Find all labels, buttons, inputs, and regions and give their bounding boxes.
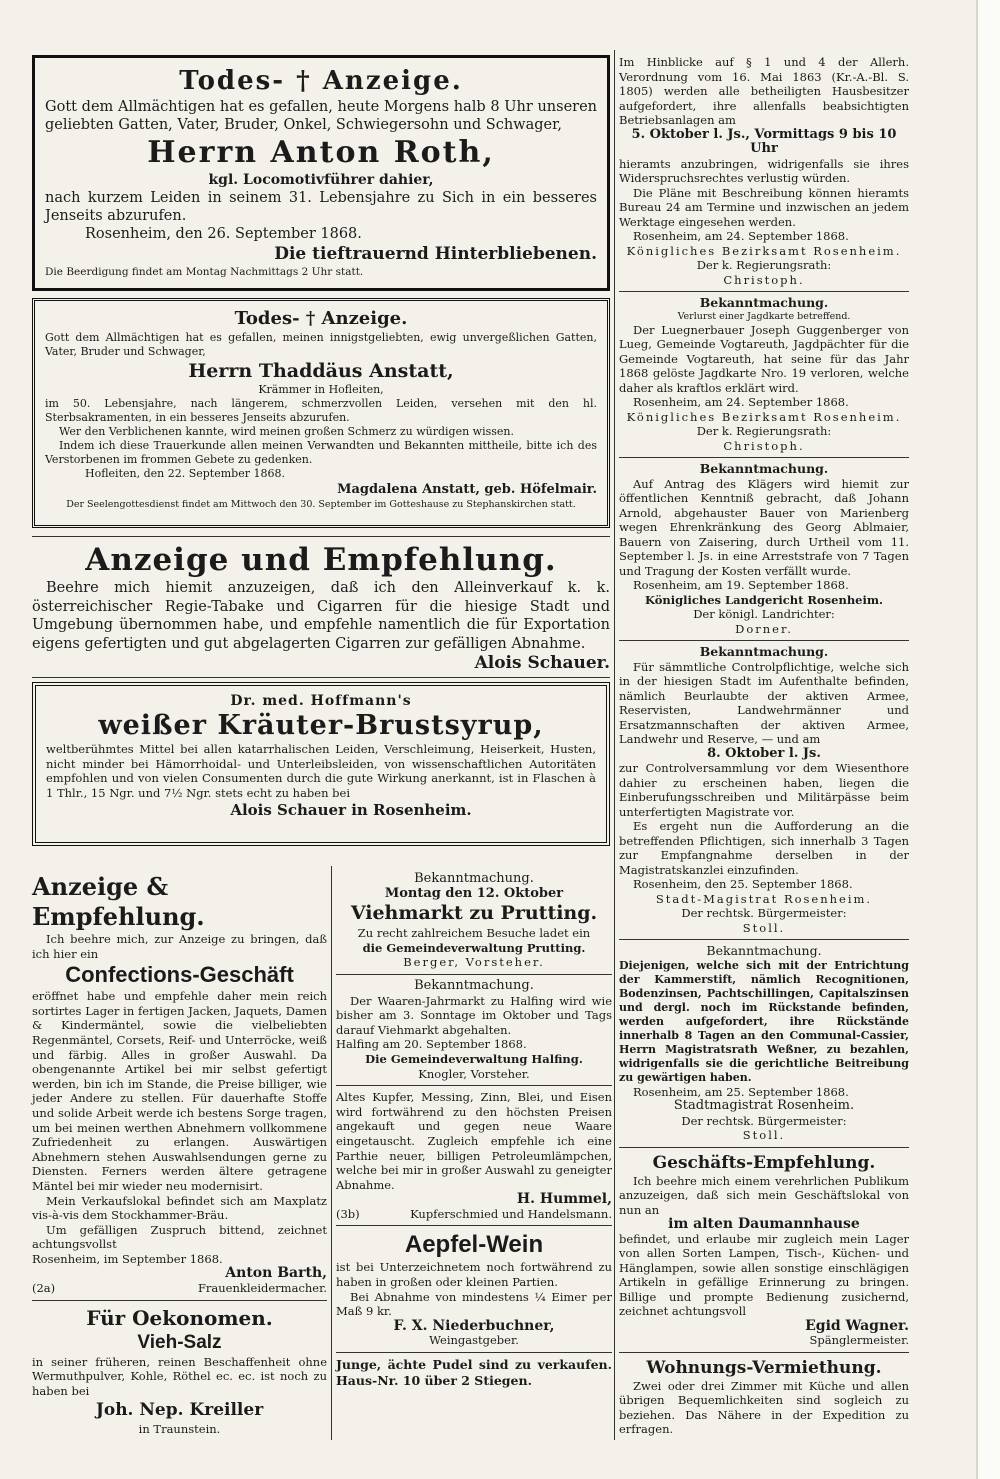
divider — [619, 640, 909, 641]
ad-bold: im alten Daumannhause — [668, 1216, 860, 1232]
ad-text: Beehre mich hiemit anzuzeigen, daß ich den Alleinverkauf k. k. österreichischer Regie-Tabake und Cigarren für die hiesige Stadt und Umgebung übernommen habe, und empfehle namentlich die für Exportation eigens gefertigten und gut abgelagerten Cigarren zur gefälligen Abnahme. — [32, 580, 610, 652]
right-column — [619, 55, 909, 1437]
divider — [619, 457, 909, 458]
notice-sig: Knogler, Vorsteher. — [418, 1066, 530, 1081]
divider — [32, 1300, 327, 1301]
notice-org: die Gemeindeverwaltung Prutting. — [362, 940, 586, 955]
notice-signature: Magdalena Anstatt, geb. Höfelmair. — [337, 482, 597, 497]
column-rule — [331, 866, 332, 1440]
ad-signature: Joh. Nep. Kreiller — [95, 1400, 264, 1421]
divider — [336, 1352, 612, 1353]
notice-text: zur Controlversammlung vor dem Wiesenthore dahier zu erscheinen haben, liegen die Einberufungsschreiben und Militärpässe beim unterfertigten Magistrate vor. — [619, 761, 909, 819]
ad-text: Ich beehre mich einem verehrlichen Publikum anzuzeigen, daß sich mein Geschäftslokal von nun an — [619, 1173, 909, 1217]
notice-sig: Berger, Vorsteher. — [403, 955, 545, 970]
ad-text: Mein Verkaufslokal befindet sich am Maxplatz vis-à-vis dem Stockhammer-Bräu. — [32, 1193, 327, 1223]
death-notice-roth — [32, 55, 610, 291]
ad-title: Anzeige & Empfehlung. — [32, 872, 205, 931]
notice-text: Indem ich diese Trauerkunde allen meinen Verwandten und Bekannten mittheile, bitte ich des Verstorbenen im frommen Gebete zu gedenken. — [45, 439, 597, 466]
deceased-role: Krämmer in Hofleiten, — [258, 383, 384, 396]
ad-text: in seiner früheren, reinen Beschaffenheit ohne Wermuthpulver, Kohle, Röthel ec. ec. ist noch zu haben bei — [32, 1354, 327, 1398]
divider — [336, 1225, 612, 1226]
notice-line: Montag den 12. Oktober — [384, 885, 564, 901]
notice-text: Es ergeht nun die Aufforderung an die betreffenden Pflichtigen, sich innerhalb 3 Tagen zur Empfangnahme derselben in der Magistratskanzlei einzufinden. — [619, 819, 909, 877]
notice-title: Todes- † Anzeige. — [234, 308, 408, 329]
deceased-name: Herrn Anton Roth, — [147, 135, 495, 170]
ad-text: Altes Kupfer, Messing, Zinn, Blei, und Eisen wird fortwährend zu den höchsten Preisen angekauft und gegen neue Waare eingetauscht. Zugleich empfehle ich eine Parthie neuer, billigen Petroleumlämpchen, welche bei mir in großer Auswahl zu geneigter Abnahme. — [336, 1090, 612, 1192]
notice-head: Bekanntmachung. — [699, 295, 829, 310]
notice-date: Rosenheim, den 26. September 1868. — [85, 226, 362, 242]
notice-org: Königliches Bezirksamt Rosenheim. — [626, 409, 902, 424]
notice-rank: Der rechtsk. Bürgermeister: — [681, 1113, 847, 1128]
ad-title: Wohnungs-Vermiethung. — [646, 1357, 882, 1378]
page-edge — [976, 0, 1000, 1479]
ad-subtitle: Kupferschmied und Handelsmann. — [410, 1206, 612, 1221]
ad-tag: (2a) — [32, 1281, 56, 1296]
notice-title: Viehmarkt zu Prutting. — [350, 902, 598, 925]
notice-text: hieramts anzubringen, widrigenfalls sie ihres Widerspruchsrechtes verlustig würden. — [619, 156, 909, 185]
ad-headline: Vieh-Salz — [137, 1331, 222, 1353]
notice-head: Bekanntmachung. — [414, 871, 534, 886]
notice-name: Christoph. — [723, 438, 805, 453]
ad-subtitle: Spänglermeister. — [809, 1333, 909, 1347]
deceased-role: kgl. Locomotivführer dahier, — [208, 172, 434, 188]
ad-signature: H. Hummel, — [516, 1191, 612, 1208]
notice-text: nach kurzem Leiden in seinem 31. Lebensjahre zu Sich in ein besseres Jenseits abzurufen. — [45, 190, 597, 224]
notice-org: Königliches Landgericht Rosenheim. — [644, 592, 884, 607]
ad-subtitle: Frauenkleidermacher. — [197, 1281, 327, 1296]
ad-text: befindet, und erlaube mir zugleich mein Lager von allen Sorten Lampen, Tisch-, Küchen- und Hänglampen, sowie allen sonstige einschlägigen Artikeln in gefällige Erinnerung zu bringen. Billige und prompte Bedienung zusichernd, zeichnet achtungsvoll — [619, 1231, 909, 1318]
ad-signature: Egid Wagner. — [805, 1317, 909, 1334]
notice-rank: Der rechtsk. Bürgermeister: — [681, 906, 847, 920]
ad-text: Ich beehre mich, zur Anzeige zu bringen, daß ich hier ein — [32, 932, 327, 961]
notice-name: Stoll. — [742, 920, 786, 935]
notice-date: Rosenheim, am 19. September 1868. — [633, 578, 849, 592]
column-rule — [614, 50, 615, 1440]
ad-text: eröffnet habe und empfehle daher mein reich sortirtes Lager in fertigen Jacken, Jaquets, Damen & Kindermäntel, sowie die vielbeliebten Regenmäntel, Corsets, Reif- und Unterröcke, weiß und färbig. Alles in großer Auswahl. Da obengenannte Artikel bei mir selbst gefertigt werden, bin ich im Stande, die Preise billiger, wie jeder Andere zu stellen. Für dauerhafte Stoffe und solide Arbeit werde ich bestens Sorge tragen, um bei meinen werthen Abnehmern vollkommene Zufriedenheit zu erlangen. Auswärtigen Abnehmern stehen Auswahlsendungen gerne zu Diensten. Ferners werden ältere getragene Mäntel bei mir wieder neu modernisirt. — [32, 989, 327, 1193]
ad-title: Für Oekonomen. — [86, 1305, 273, 1330]
notice-org: Königliches Bezirksamt Rosenheim. — [626, 243, 902, 258]
notice-text: Der Waaren-Jahrmarkt zu Halfing wird wie bisher am 3. Sonntage im Oktober und Tags darauf Viehmarkt abgehalten. — [336, 993, 612, 1037]
notice-text: Die Pläne mit Beschreibung können hieramts Bureau 24 am Termine und inzwischen an jedem Werktage eingesehen werden. — [619, 185, 909, 229]
ad-tag: (3b) — [336, 1206, 360, 1221]
divider — [619, 1352, 909, 1353]
ad-text: Junge, ächte Pudel sind zu verkaufen. Haus-Nr. 10 über 2 Stiegen. — [336, 1357, 612, 1389]
left-bottom-column — [32, 872, 327, 1437]
notice-text: Gott dem Allmächtigen hat es gefallen, heute Morgens halb 8 Uhr unseren geliebten Gatten, Vater, Bruder, Onkel, Schwiegersohn und Schwager, — [45, 99, 597, 133]
notice-head: Bekanntmachung. — [414, 977, 534, 993]
notice-text: Wer den Verblichenen kannte, wird meinen großen Schmerz zu würdigen wissen. — [59, 425, 514, 438]
notice-date: Halfing am 20. September 1868. — [336, 1037, 527, 1052]
notice-text: Der Luegnerbauer Joseph Guggenberger von Lueg, Gemeinde Vogtareuth, Jagdpächter für die Gemeinde Vogtareuth, hat seine für das Jahr 1868 gelöste Jagdkarte Nro. 19 verloren, welche daher als kraftlos erklärt wird. — [619, 322, 909, 395]
notice-head: Bekanntmachung. — [699, 644, 829, 659]
notice-date: Rosenheim, den 25. September 1868. — [633, 877, 853, 891]
divider — [619, 291, 909, 292]
notice-text: Zu recht zahlreichem Besuche ladet ein — [357, 926, 591, 941]
notice-text: Auf Antrag des Klägers wird hiemit zur öffentlichen Kenntniß gebracht, daß Johann Arnold, abgehauster Bauer von Marienberg wegen Ehrenkränkung des Georg Ablmaier, Bauern von Zaisering, durch Urtheil vom 11. September l. Js. in eine Arreststrafe von 7 Tagen und Tragung der Kosten verfällt wurde. — [619, 476, 909, 578]
death-notice-anstatt — [32, 298, 610, 528]
notice-org: Stadtmagistrat Rosenheim. — [673, 1098, 855, 1113]
funeral-note: Die Beerdigung findet am Montag Nachmittags 2 Uhr statt. — [45, 266, 364, 278]
ad-headline: Confections-Geschäft — [65, 962, 294, 988]
ad-subtitle: Weingastgeber. — [429, 1333, 519, 1348]
notice-date: Rosenheim, am 25. September 1868. — [633, 1084, 849, 1099]
divider — [336, 1085, 612, 1086]
divider — [32, 536, 610, 537]
notice-name: Christoph. — [723, 272, 805, 287]
notice-org: Die Gemeindeverwaltung Halfing. — [365, 1051, 583, 1066]
notice-bold: 5. Oktober l. Js., Vormittags 9 bis 10 Uhr — [631, 126, 897, 156]
divider — [619, 1147, 909, 1148]
ad-signature: Anton Barth, — [225, 1265, 327, 1282]
ad-title: Anzeige und Empfehlung. — [85, 542, 557, 578]
ad-kicker: Dr. med. Hoffmann's — [230, 693, 412, 709]
ad-title: Aepfel-Wein — [404, 1231, 544, 1259]
ad-date: Rosenheim, im September 1868. — [32, 1251, 223, 1266]
notice-text: Diejenigen, welche sich mit der Entrichtung der Kammerstift, nämlich Recognitionen, Bodenzinsen, Pachtschillingen, Capitalszinsen und dergl. noch im Rückstande befinden, werden aufgefordert, ihre Rückstände innerhalb 8 Tagen an den Communal-Cassier, Herrn Magistratsrath Weßner, zu bezahlen, widrigenfalls sie die gerichtliche Beitreibung zu gewärtigen haben. — [619, 958, 909, 1084]
divider — [336, 974, 612, 975]
notice-rank: Der königl. Landrichter: — [693, 607, 835, 621]
notice-text: Im Hinblicke auf § 1 und 4 der Allerh. Verordnung vom 16. Mai 1863 (Kr.-A.-Bl. S. 1805) werden alle betheiligten Hausbesitzer aufgefordert, ihre allenfalls beabsichtigten Betriebsanlagen am — [619, 55, 909, 127]
notice-name: Dorner. — [735, 621, 793, 636]
ad-text: Zwei oder drei Zimmer mit Küche und allen übrigen Bequemlichkeiten sind sogleich zu beziehen. Das Nähere in der Expedition zu erfragen. — [619, 1378, 909, 1436]
ad-text: weltberühmtes Mittel bei allen katarrhalischen Leiden, Verschleimung, Heiserkeit, Husten, nicht minder bei Hämorrhoidal- und Unterleibsleiden, von wissenschaftlichen Autoritäten empfohlen und von vielen Consumenten durch die gute Wirkung anerkannt, ist in Flaschen à 1 Thlr., 15 Ngr. und 7½ Ngr. stets echt zu haben bei — [46, 742, 596, 800]
notice-date: Rosenheim, am 24. September 1868. — [633, 395, 849, 409]
deceased-name: Herrn Thaddäus Anstatt, — [188, 360, 454, 382]
middle-bottom-column — [336, 872, 612, 1389]
notice-title: Todes- † Anzeige. — [179, 66, 463, 96]
ad-hoffmann-syrup — [32, 682, 610, 846]
ad-schauer-tabak — [32, 541, 610, 673]
notice-signature: Die tieftrauernd Hinterbliebenen. — [274, 244, 597, 264]
ad-title: Geschäfts-Empfehlung. — [652, 1152, 876, 1173]
notice-name: Stoll. — [742, 1128, 786, 1142]
ad-text: Bei Abnahme von mindestens ¼ Eimer per Maß 9 kr. — [336, 1289, 612, 1319]
ad-subtitle: in Traunstein. — [138, 1422, 221, 1437]
notice-bold: 8. Oktober l. Js. — [707, 745, 821, 761]
notice-org: Stadt-Magistrat Rosenheim. — [655, 891, 873, 906]
notice-head: Bekanntmachung. — [706, 943, 822, 958]
notice-text: Gott dem Allmächtigen hat es gefallen, meinen innigstgeliebten, ewig unvergeßlichen Gatten, Vater, Bruder und Schwager, — [45, 331, 597, 358]
notice-date: Rosenheim, am 24. September 1868. — [633, 229, 849, 243]
divider — [32, 677, 610, 678]
ad-signature: F. X. Niederbuchner, — [393, 1317, 555, 1334]
notice-text: im 50. Lebensjahre, nach längerem, schmerzvollen Leiden, versehen mit den hl. Sterbsakramenten, in ein besseres Jenseits abzurufen. — [45, 397, 597, 424]
ad-title: weißer Kräuter-Brustsyrup, — [98, 710, 544, 741]
ad-signature: Alois Schauer in Rosenheim. — [230, 801, 472, 819]
ad-signature: Alois Schauer. — [474, 653, 610, 673]
mass-note: Der Seelengottesdienst findet am Mittwoch den 30. September im Gotteshause zu Stephanskirchen statt. — [66, 499, 576, 510]
left-column — [32, 55, 610, 846]
divider — [619, 939, 909, 940]
ad-text: ist bei Unterzeichnetem noch fortwährend zu haben in großen oder kleinen Partien. — [336, 1260, 612, 1290]
notice-sub: Verlurst einer Jagdkarte betreffend. — [677, 310, 851, 322]
notice-date: Hofleiten, den 22. September 1868. — [85, 467, 285, 480]
notice-text: Für sämmtliche Controlpflichtige, welche sich in der hiesigen Stadt im Aufenthalte befinden, nämlich Beurlaubte der aktiven Armee, Reservisten, Landwehrmänner und Ersatzmannschaften der aktiven Armee, Landwehr und Reserve, — und am — [619, 659, 909, 746]
notice-head: Bekanntmachung. — [699, 461, 829, 476]
ad-text: Um gefälligen Zuspruch bittend, zeichnet achtungsvollst — [32, 1222, 327, 1252]
notice-rank: Der k. Regierungsrath: — [696, 424, 832, 438]
notice-rank: Der k. Regierungsrath: — [696, 258, 832, 272]
